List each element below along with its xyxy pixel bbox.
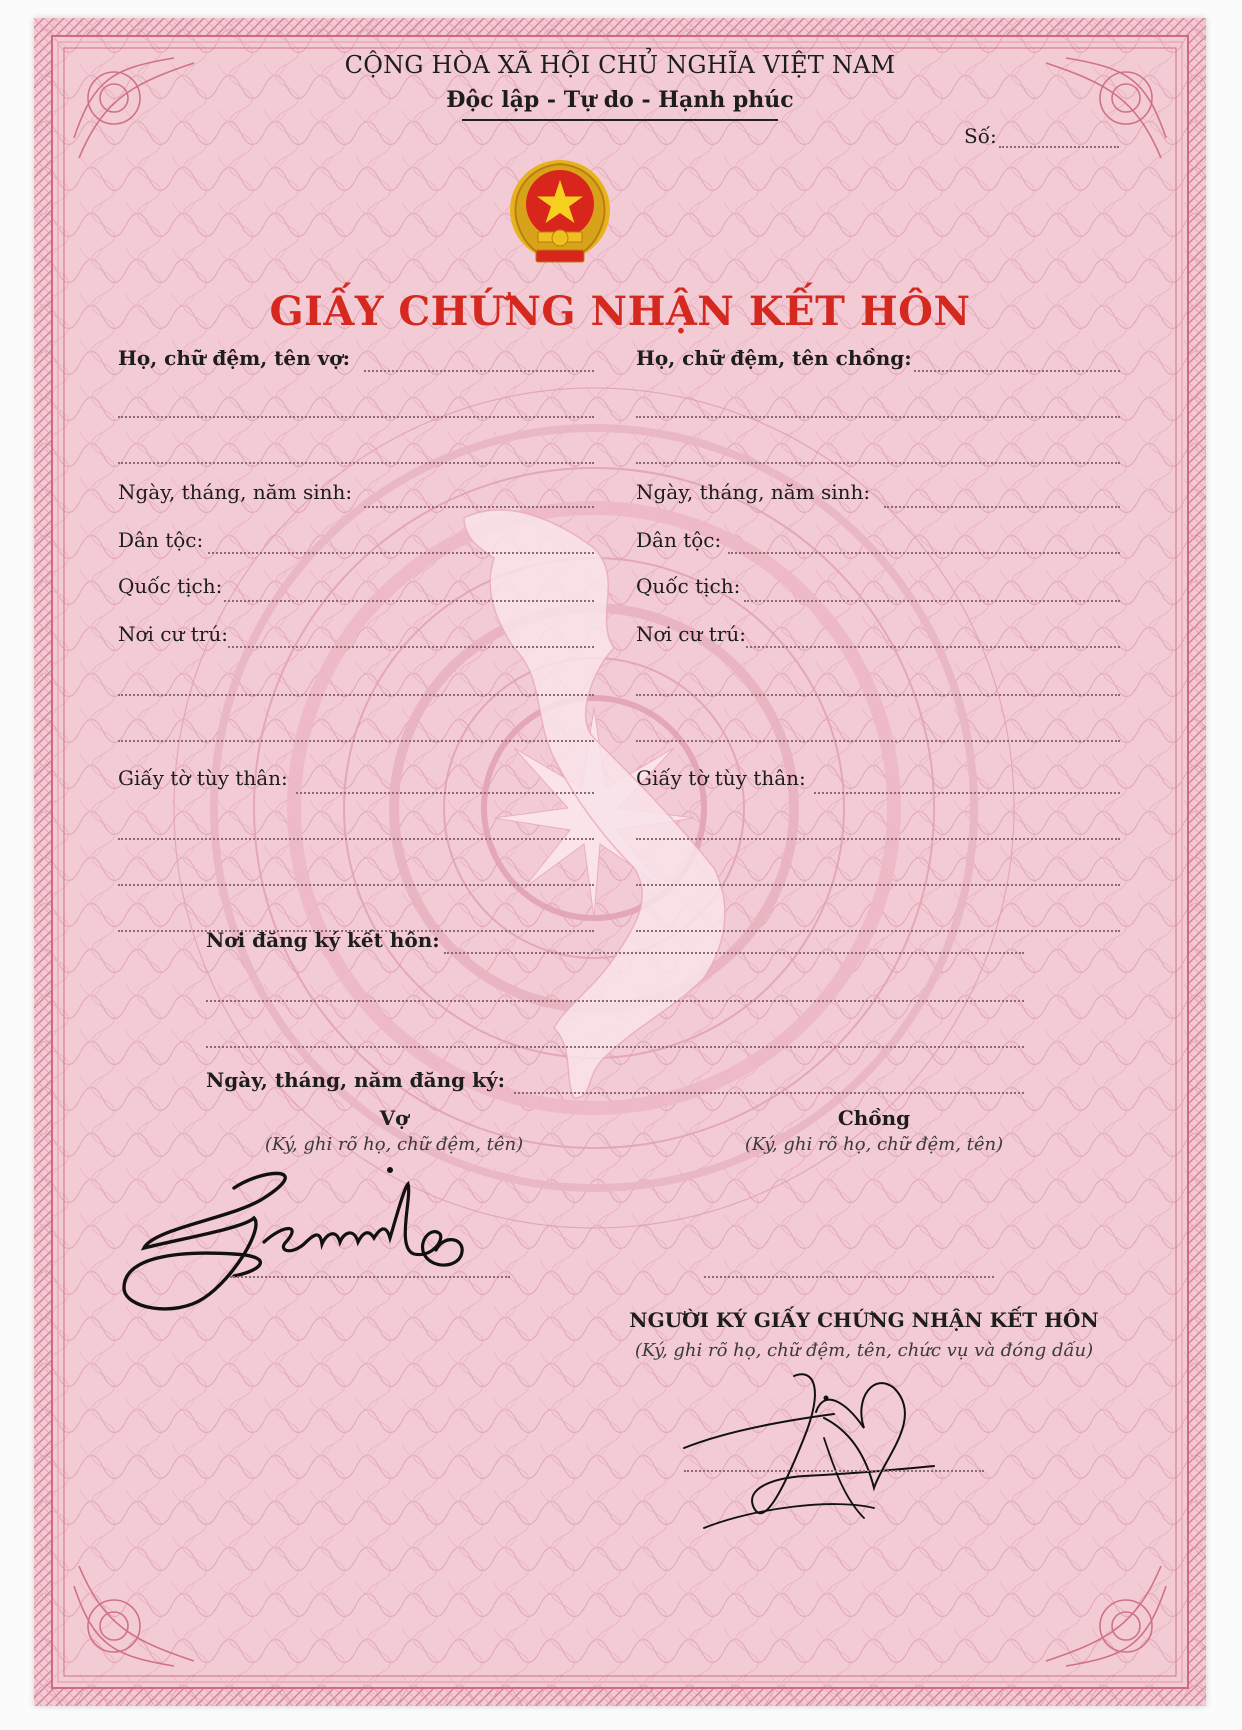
husband-ethnicity-label: Dân tộc: (636, 528, 722, 552)
registration-place-line-3[interactable] (206, 1046, 1024, 1048)
wife-name-field[interactable] (364, 370, 594, 372)
wife-handwritten-signature (114, 1158, 514, 1338)
wife-signature-line[interactable] (230, 1276, 510, 1278)
wife-residence-label: Nơi cư trú: (118, 622, 228, 646)
registration-place-line-2[interactable] (206, 1000, 1024, 1002)
signer-note: (Ký, ghi rõ họ, chữ đệm, tên, chức vụ và đóng dấu) (634, 1340, 1094, 1361)
certificate-number-field[interactable] (999, 146, 1119, 148)
national-emblem-icon (502, 158, 618, 268)
husband-signature-title: Chồng (837, 1106, 911, 1130)
marriage-certificate (34, 18, 1206, 1706)
wife-residence-line-2[interactable] (118, 694, 594, 696)
husband-id-field[interactable] (814, 792, 1120, 794)
husband-residence-field[interactable] (746, 646, 1120, 648)
wife-name-line-3[interactable] (118, 462, 594, 464)
certificate-title: GIẤY CHỨNG NHẬN KẾT HÔN (269, 288, 971, 335)
wife-residence-line-3[interactable] (118, 740, 594, 742)
husband-id-line-2[interactable] (636, 838, 1120, 840)
husband-nationality-field[interactable] (744, 600, 1120, 602)
signer-handwritten-signature (674, 1358, 954, 1558)
registration-place-label: Nơi đăng ký kết hôn: (206, 928, 440, 952)
wife-ethnicity-field[interactable] (208, 552, 594, 554)
wife-id-field[interactable] (296, 792, 594, 794)
registration-date-field[interactable] (514, 1092, 1024, 1094)
husband-residence-label: Nơi cư trú: (636, 622, 746, 646)
husband-signature-note: (Ký, ghi rõ họ, chữ đệm, tên) (744, 1134, 1004, 1155)
wife-dob-label: Ngày, tháng, năm sinh: (118, 480, 353, 504)
signer-title: NGƯỜI KÝ GIẤY CHỨNG NHẬN KẾT HÔN (629, 1308, 1099, 1332)
country-header: CỘNG HÒA XÃ HỘI CHỦ NGHĨA VIỆT NAM (344, 51, 896, 79)
husband-name-label: Họ, chữ đệm, tên chồng: (636, 346, 912, 370)
certificate-number-label (964, 124, 997, 148)
wife-name-label: Họ, chữ đệm, tên vợ: (118, 346, 350, 370)
husband-residence-line-2[interactable] (636, 694, 1120, 696)
husband-dob-field[interactable] (884, 506, 1120, 508)
motto-underline (462, 119, 778, 121)
signer-signature-line[interactable] (684, 1470, 984, 1472)
wife-signature-note: (Ký, ghi rõ họ, chữ đệm, tên) (264, 1134, 524, 1155)
wife-dob-field[interactable] (364, 506, 594, 508)
wife-nationality-label: Quốc tịch: (118, 574, 223, 598)
wife-name-line-2[interactable] (118, 416, 594, 418)
number-label: Số: (964, 124, 997, 148)
wife-id-line-2[interactable] (118, 838, 594, 840)
husband-signature-line[interactable] (704, 1276, 994, 1278)
motto: Độc lập - Tự do - Hạnh phúc (446, 87, 794, 113)
registration-place-field[interactable] (444, 952, 1024, 954)
husband-name-field[interactable] (914, 370, 1120, 372)
wife-id-label: Giấy tờ tùy thân: (118, 766, 288, 790)
husband-id-line-4[interactable] (636, 930, 1120, 932)
husband-residence-line-3[interactable] (636, 740, 1120, 742)
husband-name-line-3[interactable] (636, 462, 1120, 464)
registration-date-label: Ngày, tháng, năm đăng ký: (206, 1068, 505, 1092)
husband-name-line-2[interactable] (636, 416, 1120, 418)
wife-id-line-3[interactable] (118, 884, 594, 886)
wife-signature-title: Vợ (379, 1106, 409, 1130)
husband-ethnicity-field[interactable] (728, 552, 1120, 554)
husband-id-line-3[interactable] (636, 884, 1120, 886)
wife-ethnicity-label: Dân tộc: (118, 528, 204, 552)
wife-residence-field[interactable] (228, 646, 594, 648)
husband-dob-label: Ngày, tháng, năm sinh: (636, 480, 871, 504)
wife-nationality-field[interactable] (224, 600, 594, 602)
husband-id-label: Giấy tờ tùy thân: (636, 766, 806, 790)
guilloche-background (34, 18, 1206, 1706)
husband-nationality-label: Quốc tịch: (636, 574, 741, 598)
